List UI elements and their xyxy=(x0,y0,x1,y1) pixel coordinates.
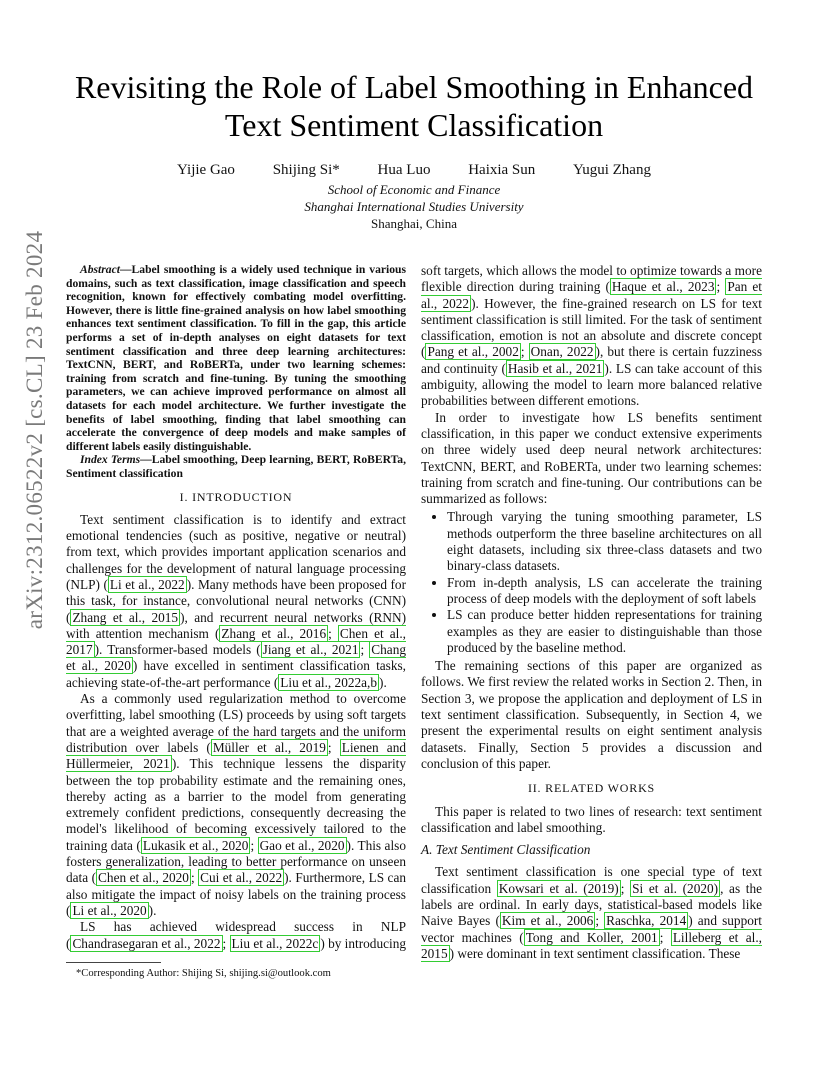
affiliation-city: Shanghai, China xyxy=(371,216,457,231)
abstract-text: Label smoothing is a widely used technique in various domains, such as text classification, image classification and speech recognition, known for effectively combating model overfitting. However, there is little fine-grained analysis on how label smoothing enhances text sentiment classification. To fill in the gap, this article performs a set of in-depth analyses on eight datasets for text sentiment classification and three deep learning architectures: TextCNN, BERT, and RoBERTa, under two learning schemes: training from scratch and fine-tuning. By tuning the smoothing parameters, we can achieve improved performance on almost all datasets for each model architecture. We further investigate the benefits of label smoothing, finding that label smoothing can accelerate the convergence of deep models and make samples of different labels easily distinguishable. xyxy=(66,263,406,453)
list-item: • Through varying the tuning smoothing parameter, LS methods outperform the three baseline architectures on all eight datasets, including six three-class datasets and two binary-class datasets. xyxy=(447,509,762,574)
citation-link[interactable]: Hasib et al., 2021 xyxy=(507,360,603,376)
author: Shijing Si* xyxy=(272,162,340,178)
citation-link[interactable]: Chen et al., 2017 xyxy=(66,625,406,658)
left-column xyxy=(66,263,406,980)
paragraph: soft targets, which allows the model to optimize towards a more flexible direction during training ( Haque et al., 2023 ; Pan et al., 2022 ). However, the fine-grained research on LS for text sentiment classification is still limited. For the task of sentiment classification, emotion is not an absolute and discrete concept ( Pang et al., 2002 ; Onan, 2022 ), but there is certain fuzziness and continuity ( Hasib et al., 2021 ). LS can take account of this ambiguity, allowing the model to learn more balanced relative probabilities between different emotions. xyxy=(421,263,762,409)
author-list xyxy=(70,162,758,179)
citation-link[interactable]: Zhang et al., 2016 xyxy=(221,625,327,641)
abstract: Abstract—Label smoothing is a widely used technique in various domains, such as text classification, image classification and speech recognition, known for effectively combating model overfitting. However, there is little fine-grained analysis on how label smoothing enhances text sentiment classification. To fill in the gap, this article performs a set of in-depth analyses on eight datasets for text sentiment classification and three deep learning architectures: TextCNN, BERT, and RoBERTa, under two learning schemes: training from scratch and fine-tuning. By tuning the smoothing parameters, we can achieve improved performance on almost all datasets for each model architecture. We further investigate the benefits of label smoothing, finding that label smoothing can accelerate the convergence of deep models and make samples of different labels easily distinguishable. xyxy=(66,263,406,453)
arxiv-id: arXiv:2312.06522v2 [cs.CL] 23 Feb 2024 xyxy=(22,230,47,630)
paragraph: The remaining sections of this paper are organized as follows. We first review the related works in Section 2. Then, in Section 3, we propose the application and deployment of LS in text sentiment classification. Subsequently, in Section 4, we present the experimental results on eight sentiment analysis datasets. Finally, Section 5 provides a discussion and conclusion of this paper. xyxy=(421,658,762,771)
paragraph: As a commonly used regularization method to overcome overfitting, label smoothing (LS) proceeds by using soft targets that are a weighted average of the hard targets and the uniform distribution over labels ( Müller et al., 2019 ; Lienen and Hüllermeier, 2021 ). This technique lessens the disparity between the top probability estimate and the remaining ones, thereby acting as a barrier to the model from generating extremely confident predictions, consequently decreasing the model's likelihood of becoming excessively tailored to the training data ( Lukasik et al., 2020 ; Gao et al., 2020 ). This also fosters generalization, leading to better performance on unseen data ( Chen et al., 2020 ; Cui et al., 2022 ). Furthermore, LS can also mitigate the impact of noisy labels on the training process ( Li et al., 2020 ). xyxy=(66,691,407,918)
section-heading-related-works: II. RELATED WORKS xyxy=(527,781,656,796)
citation-link[interactable]: Lukasik et al., 2020 xyxy=(142,837,249,853)
citation-link[interactable]: Chandrasegaran et al., 2022 xyxy=(72,935,221,951)
citation-link[interactable]: Si et al. (2020) xyxy=(632,880,719,896)
author: Hua Luo xyxy=(377,162,431,178)
paragraph: Text sentiment classification is one special type of text classification Kowsari et al. (2019) ; Si et al. (2020) , as the labels are ordinal. In early days, statistical-based models like Naive Bayes ( Kim et al., 2006 ; Raschka, 2014 ) and support vector machines ( Tong and Koller, 2001 ; Lilleberg et al., 2015 ) were dominant in text sentiment classification. These xyxy=(421,864,763,961)
contribution-list xyxy=(421,509,762,656)
citation-link[interactable]: Lienen and Hüllermeier, 2021 xyxy=(66,739,406,772)
index-terms-text: Label smoothing, Deep learning, BERT, RoBERTa, Sentiment classification xyxy=(66,453,406,480)
footnote: *Corresponding Author: Shijing Si, shijing.si@outlook.com xyxy=(76,967,331,979)
citation-link[interactable]: Tong and Koller, 2001 xyxy=(525,929,658,945)
citation-link[interactable]: Zhang et al., 2015 xyxy=(72,609,179,625)
arxiv-stamp xyxy=(12,150,58,710)
affiliation-school: School of Economic and Finance xyxy=(327,182,501,197)
citation-link[interactable]: Lilleberg et al., 2015 xyxy=(421,929,762,961)
citation-link[interactable]: Liu et al., 2022c xyxy=(231,935,319,951)
citation-link[interactable]: Onan, 2022 xyxy=(530,344,594,360)
citation-link[interactable]: Li et al., 2022 xyxy=(109,576,185,592)
citation-link[interactable]: Pang et al., 2002 xyxy=(427,344,519,360)
paragraph: This paper is related to two lines of research: text sentiment classification and label smoothing. xyxy=(421,803,762,835)
author: Haixia Sun xyxy=(468,162,536,178)
citation-link[interactable]: Li et al., 2020 xyxy=(72,902,147,918)
paragraph: In order to investigate how LS benefits sentiment classification, in this paper we conduct extensive experiments on three widely used deep neural network architectures: TextCNN, BERT, and RoBERTa, under two learning schemes: training from scratch and fine-tuning. Our contributions can be summarized as follows: xyxy=(421,409,762,507)
paper-title: Revisiting the Role of Label Smoothing in Enhanced Text Sentiment Classification xyxy=(74,69,754,143)
citation-link[interactable]: Liu et al., 2022a,b xyxy=(280,674,378,690)
citation-link[interactable]: Müller et al., 2019 xyxy=(212,739,326,755)
citation-link[interactable]: Pan et al., 2022 xyxy=(421,279,762,311)
citation-link[interactable]: Chang et al., 2020 xyxy=(66,642,406,674)
citation-link[interactable]: Cui et al., 2022 xyxy=(200,870,283,886)
author: Yijie Gao xyxy=(177,162,235,178)
citation-link[interactable]: Raschka, 2014 xyxy=(606,913,687,929)
subsection-heading: A. Text Sentiment Classification xyxy=(421,842,591,858)
citation-link[interactable]: Kowsari et al. (2019) xyxy=(498,880,619,896)
section-heading-introduction: I. INTRODUCTION xyxy=(179,489,293,504)
abstract-label: Abstract xyxy=(80,263,120,276)
list-item: • LS can produce better hidden representations for training examples as they are easier to distinguishable than those produced by the baseline method. xyxy=(447,607,762,656)
index-terms: Index Terms—Label smoothing, Deep learning, BERT, RoBERTa, Sentiment classification xyxy=(66,453,406,480)
citation-link[interactable]: Kim et al., 2006 xyxy=(501,913,594,929)
index-terms-label: Index Terms xyxy=(80,453,141,467)
right-column xyxy=(421,263,762,962)
affiliation-university: Shanghai International Studies University xyxy=(304,199,524,214)
citation-link[interactable]: Jiang et al., 2021 xyxy=(262,642,359,658)
author: Yugui Zhang xyxy=(573,162,651,178)
citation-link[interactable]: Chen et al., 2020 xyxy=(98,870,189,886)
citation-link[interactable]: Gao et al., 2020 xyxy=(259,837,345,853)
citation-link[interactable]: Haque et al., 2023 xyxy=(611,279,715,295)
list-item: • From in-depth analysis, LS can accelerate the training process of deep models with the deployment of soft labels xyxy=(447,575,762,608)
paragraph: LS has achieved widespread success in NLP ( Chandrasegaran et al., 2022 ; Liu et al., 2022c ) by introducing xyxy=(66,919,406,951)
paragraph: Text sentiment classification is to identify and extract emotional tendencies (such as positive, negative or neutral) from text, which provides important application scenarios and challenges for the development of natural language processing (NLP) ( Li et al., 2022 ). Many methods have been proposed for this task, for instance, convolutional neural networks (CNN) ( Zhang et al., 2015 ), and recurrent neural networks (RNN) with attention mechanism ( Zhang et al., 2016 ; Chen et al., 2017 ). Transformer-based models ( Jiang et al., 2021 ; Chang et al., 2020 ) have excelled in sentiment classification tasks, achieving state-of-the-art performance ( Liu et al., 2022a,b ). xyxy=(66,511,406,690)
footnote-rule xyxy=(66,962,161,963)
